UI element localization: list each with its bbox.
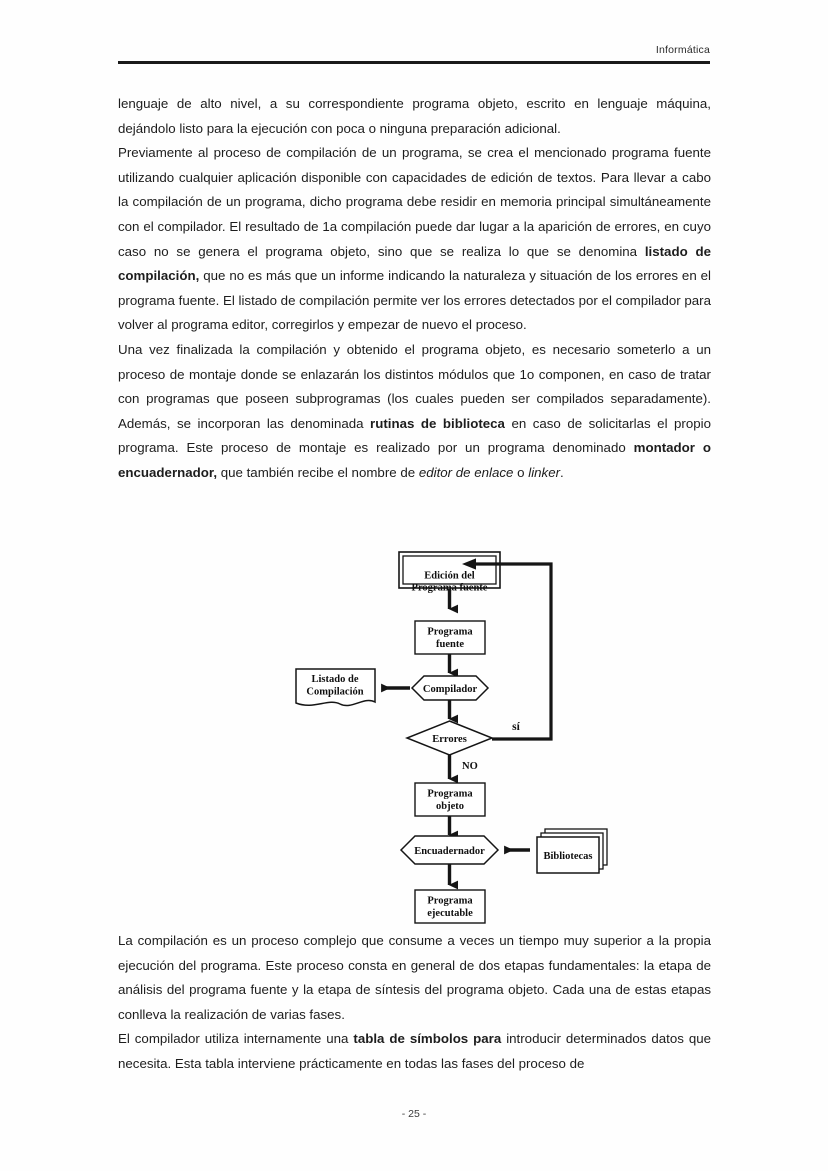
paragraph-5-segment-2: introducir determinados datos que necesita. Esta tabla interviene prácticamente en todas las fases del proceso de (118, 1031, 712, 1071)
node-listado-label-line1: Listado de (311, 674, 359, 685)
edge-label-si: sí (512, 721, 520, 733)
node-bibliotecas (537, 829, 607, 873)
node-encuadernador-label: Encuadernador (414, 846, 485, 857)
paragraph-3-segment-4: o (513, 464, 529, 480)
page-header (118, 44, 710, 64)
node-programa-fuente (415, 621, 485, 654)
paragraph-3-segment-3: que también recibe el nombre de (217, 464, 419, 480)
node-listado-label-line2: Compilación (306, 686, 364, 698)
node-programa-ejecutable-label-line2: ejecutable (427, 908, 473, 919)
node-edicion-label-line2: Programa fuente (411, 582, 488, 594)
node-programa-fuente-label-line2: fuente (436, 639, 464, 650)
paragraph-2-segment-2: que no es más que un informe indicando la naturaleza y situación de los errores en el programa fuente. El listado de compilación permite ver los errores detectados por el compilador para volver al programa editor, corregirlos y empezar de nuevo el proceso. (118, 268, 711, 333)
compilation-process-flowchart (0, 543, 828, 935)
node-listado-de-compilacion (296, 669, 375, 706)
edge-label-no: NO (462, 761, 478, 772)
node-programa-objeto (415, 783, 485, 816)
paragraph-3-segment-1: Una vez finalizada la compilación y obtenido el programa objeto, es necesario someterlo a un proceso de montaje donde se enlazarán los distintos módulos que 1o componen, en caso de tratar con programas que poseen subprogramas (los cuales pueden ser compilados separadamente). Además, se incorporan las denominada (118, 341, 711, 431)
node-compilador (412, 676, 488, 700)
paragraph-5-segment-1: El compilador utiliza internamente una (118, 1031, 354, 1047)
node-edicion-label-line1: Edición del (424, 570, 475, 582)
node-bibliotecas-label: Bibliotecas (543, 851, 593, 862)
node-compilador-label: Compilador (422, 684, 478, 695)
term-listado-de-compilacion: listado de compilación, (118, 243, 711, 284)
paragraph-2-segment-1: Previamente al proceso de compilación de un programa, se crea el mencionado programa fuente utilizando cualquier aplicación disponible con capacidades de edición de textos. Para llevar a cabo la compilación de un programa, dicho programa debe residir en memoria principal simultáneamente con el compilador. El resultado de 1a compilación puede dar lugar a la aparición de errores, en cuyo caso no se genera el programa objeto, sino que se realiza lo que se denomina (118, 145, 711, 259)
header-rule (118, 61, 710, 64)
node-programa-objeto-label-line1: Programa (427, 788, 473, 800)
paragraph-4-text: La compilación es un proceso complejo que consume a veces un tiempo muy superior a la propia ejecución del programa. Este proceso consta en general de dos etapas fundamentales: la etapa de análisis del programa fuente y la etapa de síntesis del programa objeto. Cada una de estas etapas conlleva la realización de varias fases. (118, 933, 711, 1022)
node-programa-objeto-label-line2: objeto (436, 801, 464, 812)
page-number: - 25 - (401, 1108, 427, 1120)
term-tabla-de-simbolos: tabla de símbolos para (353, 1031, 502, 1047)
body-text-upper (118, 92, 711, 486)
node-edicion-programa-fuente (399, 552, 500, 594)
node-errores-label: Errores (432, 734, 467, 745)
paragraph-2 (118, 141, 711, 338)
term-editor-de-enlace: editor de enlace (418, 464, 514, 480)
paragraph-4 (118, 929, 711, 1027)
paragraph-3-segment-2: en caso de solicitarlas el propio programa. Este proceso de montaje es realizado por un programa denominado (118, 415, 711, 456)
paragraph-3 (118, 338, 711, 486)
term-montador-o-encuadernador: montador o encuadernador, (118, 440, 711, 480)
page-footer (0, 1108, 828, 1120)
node-programa-ejecutable (415, 890, 485, 923)
paragraph-1 (118, 92, 711, 141)
node-errores (407, 721, 492, 755)
paragraph-1-text: lenguaje de alto nivel, a su correspondiente programa objeto, escrito en lenguaje máquina, dejándolo listo para la ejecución con poca o ninguna preparación adicional. (118, 96, 711, 136)
body-text-lower (118, 929, 711, 1077)
term-rutinas-de-biblioteca: rutinas de biblioteca (370, 415, 505, 431)
node-encuadernador (401, 836, 498, 864)
header-title: Informática (655, 44, 710, 56)
node-programa-ejecutable-label-line1: Programa (427, 895, 473, 907)
node-programa-fuente-label-line1: Programa (427, 626, 473, 638)
paragraph-5 (118, 1027, 711, 1076)
term-linker: linker (528, 464, 561, 480)
paragraph-3-segment-5: . (560, 464, 564, 480)
